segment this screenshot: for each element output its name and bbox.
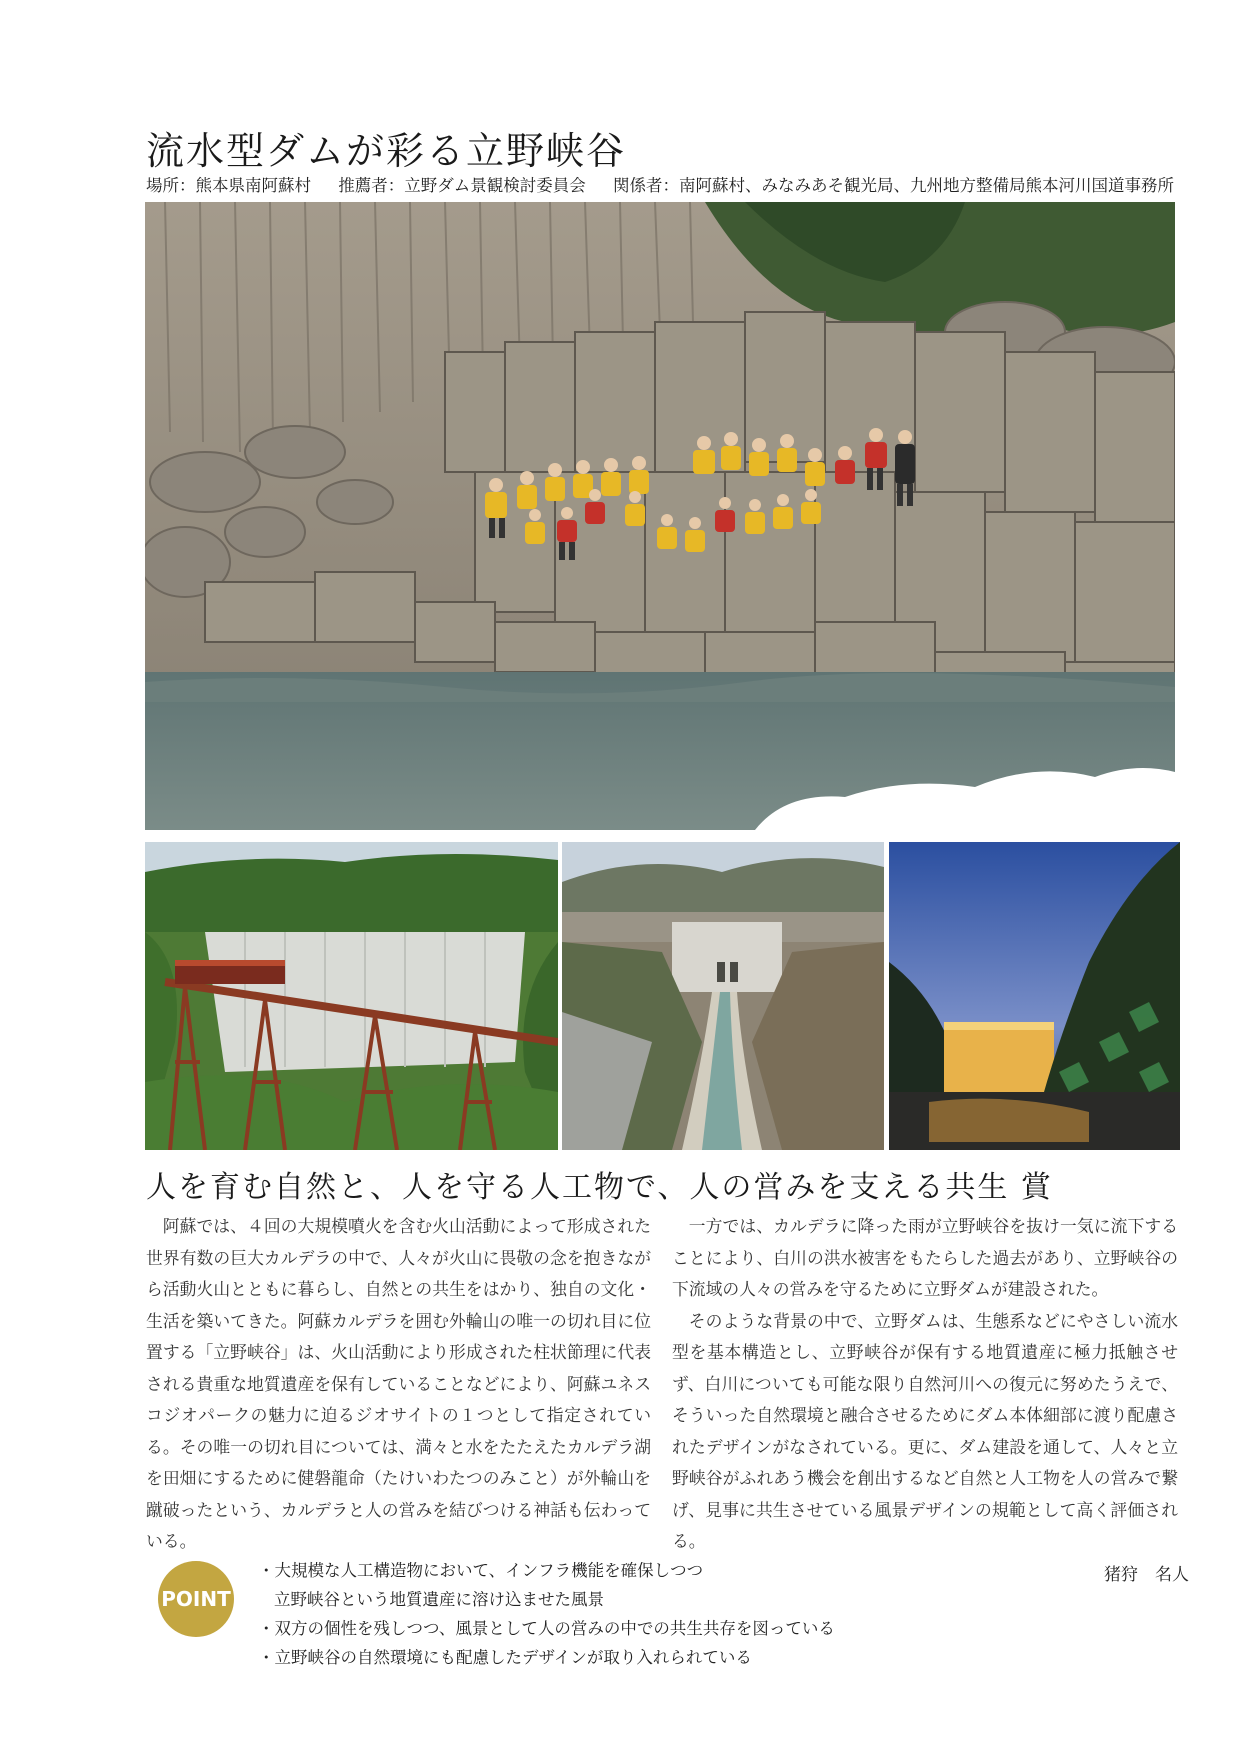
night-illustration	[889, 842, 1180, 1150]
meta-recommender: 推薦者：立野ダム景観検討委員会	[338, 176, 586, 195]
valley-illustration	[562, 842, 884, 1150]
point-badge: POINT	[158, 1561, 234, 1637]
photo-bridge-and-dam	[145, 842, 558, 1150]
body-column-right	[672, 1211, 1178, 1558]
point-item: ・立野峡谷の自然環境にも配慮したデザインが取り入れられている	[258, 1648, 752, 1667]
canyon-illustration	[145, 202, 1175, 830]
author-name: 猪狩 名人	[1104, 1565, 1189, 1585]
page-title: 流水型ダムが彩る立野峡谷	[146, 129, 627, 173]
photo-dam-valley	[562, 842, 884, 1150]
photo-dam-night	[889, 842, 1180, 1150]
award-subtitle: 人を育む自然と、人を守る人工物で、人の営みを支える共生 賞	[146, 1170, 1053, 1205]
body-paragraph: そのような背景の中で、立野ダムは、生態系などにやさしい流水型を基本構造とし、立野峡谷が保有する地質遺産に極力抵触させず、白川についても可能な限り自然河川への復元に努めたうえで、そういった自然環境と融合させるためにダム本体細部に渡り配慮されたデザインがなされている。更に、ダム建設を通して、人々と立野峡谷がふれあう機会を創出するなど自然と人工物を人の営みで繋げ、見事に共生させている風景デザインの規範として高く評価される。	[672, 1310, 1178, 1551]
main-photo-canyon	[145, 202, 1175, 830]
point-list	[258, 1556, 835, 1672]
bridge-illustration	[145, 842, 558, 1150]
point-item: ・双方の個性を残しつつ、風景として人の営みの中での共生共存を図っている	[258, 1619, 835, 1638]
body-paragraph: 一方では、カルデラに降った雨が立野峡谷を抜け一気に流下することにより、白川の洪水被害をもたらした過去があり、立野峡谷の下流域の人々の営みを守るために立野ダムが建設された。	[672, 1216, 1178, 1299]
point-item: ・大規模な人工構造物において、インフラ機能を確保しつつ	[258, 1561, 704, 1580]
body-column-left	[146, 1211, 651, 1558]
meta-stakeholders: 関係者：南阿蘇村、みなみあそ観光局、九州地方整備局熊本河川国道事務所	[613, 176, 1174, 195]
point-item-continuation: 立野峡谷という地質遺産に溶け込ませた風景	[274, 1590, 604, 1609]
meta-place: 場所：熊本県南阿蘇村	[146, 176, 311, 195]
meta-line	[146, 172, 1196, 196]
body-paragraph: 阿蘇では、４回の大規模噴火を含む火山活動によって形成された世界有数の巨大カルデラの中で、人々が火山に畏敬の念を抱きながら活動火山とともに暮らし、自然との共生をはかり、独自の文化・生活を築いてきた。阿蘇カルデラを囲む外輪山の唯一の切れ目に位置する「立野峡谷」は、火山活動により形成された柱状節理に代表される貴重な地質遺産を保有していることなどにより、阿蘇ユネスコジオパークの魅力に迫るジオサイトの１つとして指定されている。その唯一の切れ目については、満々と水をたたえたカルデラ湖を田畑にするために健磐龍命（たけいわたつのみこと）が外輪山を蹴破ったという、カルデラと人の営みを結びつける神話も伝わっている。	[146, 1216, 651, 1551]
